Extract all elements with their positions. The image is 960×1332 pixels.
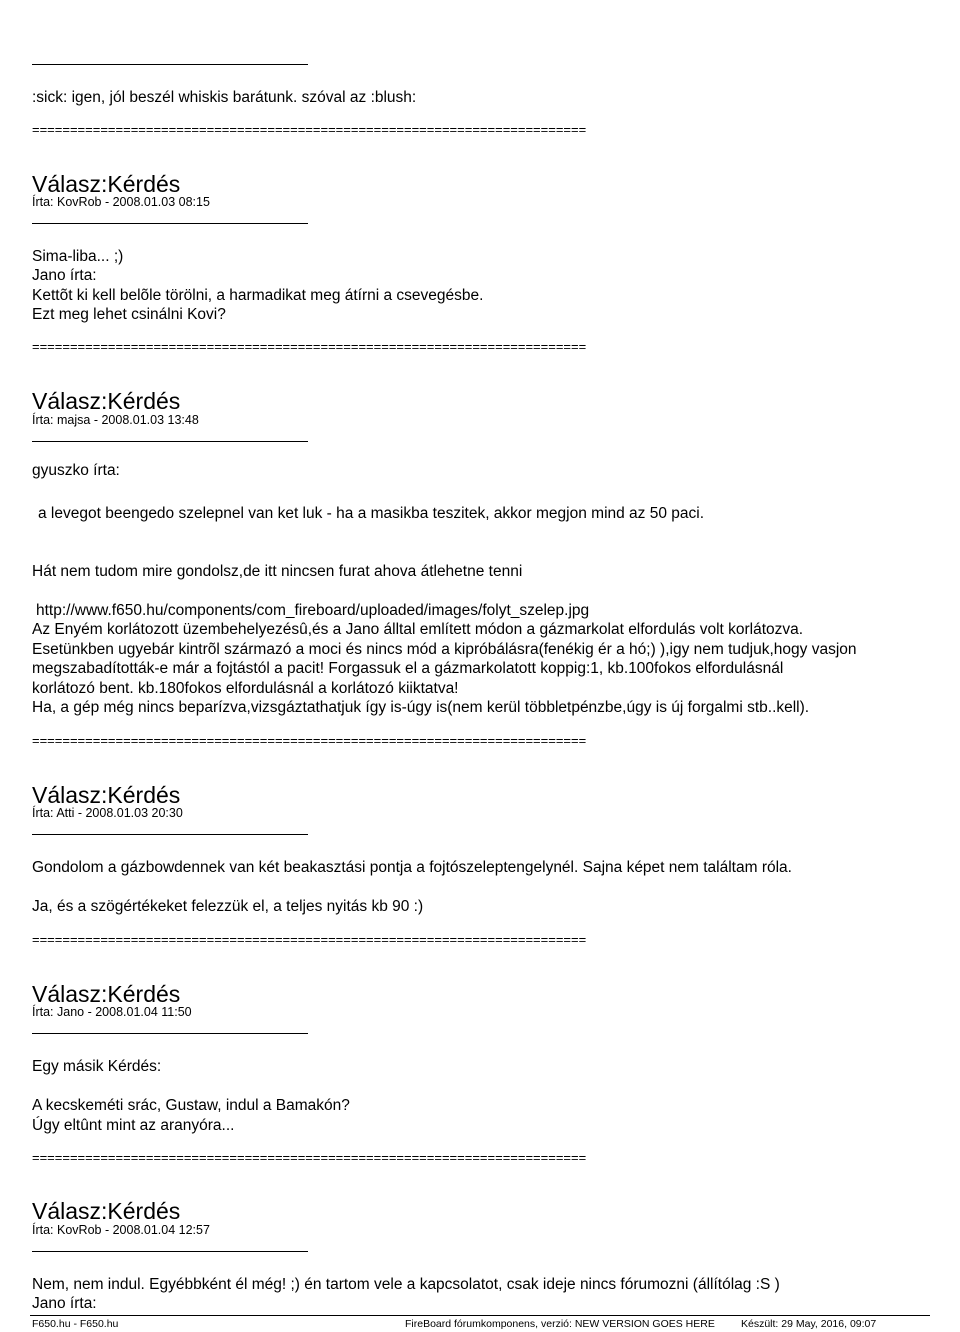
post-line: Sima-liba... ;): [32, 248, 124, 265]
post-line: Ezt meg lehet csinálni Kovi?: [32, 306, 226, 323]
separator-line: =========================================================================: [32, 1150, 587, 1165]
footer-center: FireBoard fórumkomponens, verzió: NEW VERSION GOES HERE: [405, 1318, 715, 1330]
quote-line: a levegot beengedo szelepnel van ket luk - ha a masikba teszitek, akkor megjon mind az 50 paci.: [38, 505, 705, 522]
post-line: megszabadították-e már a fojtástól a pacit! Forgassuk el a gázmarkolatott koppig:1, kb.100fokos elfordulásnál: [32, 660, 784, 677]
post-title: Válasz:Kérdés: [32, 388, 181, 414]
post-meta: Írta: Atti - 2008.01.03 20:30: [32, 806, 183, 820]
separator-line: =========================================================================: [32, 932, 587, 947]
post-link[interactable]: http://www.f650.hu/components/com_fireboard/uploaded/images/folyt_szelep.jpg: [36, 602, 590, 619]
intro-text: :sick: igen, jól beszél whiskis barátunk. szóval az :blush:: [32, 89, 417, 106]
post-line: Ha, a gép még nincs beparízva,vizsgáztathatjuk így is-úgy is(nem kerül többletpénzbe,úgy is új forgalmi stb..kell).: [32, 699, 810, 716]
post-meta: Írta: majsa - 2008.01.03 13:48: [32, 413, 199, 427]
post-title: Válasz:Kérdés: [32, 782, 181, 808]
post-line: korlátozó bent. kb.180fokos elfordulásnál a korlátozó kiiktatva!: [32, 680, 459, 697]
quote-author: gyuszko írta:: [32, 462, 120, 479]
short-rule: [32, 1251, 308, 1252]
post-line: Egy másik Kérdés:: [32, 1058, 162, 1075]
short-rule: [32, 64, 308, 65]
post-title: Válasz:Kérdés: [32, 171, 181, 197]
footer-right: Készült: 29 May, 2016, 09:07: [741, 1318, 877, 1330]
post-line: Kettõt ki kell belõle törölni, a harmadikat meg átírni a csevegésbe.: [32, 287, 484, 304]
post-meta: Írta: KovRob - 2008.01.03 08:15: [32, 195, 210, 209]
footer-rule: [30, 1315, 930, 1316]
short-rule: [32, 1033, 308, 1034]
post-line: Az Enyém korlátozott üzembehelyezésû,és a Jano álltal említett módon a gázmarkolat elfordulás volt korlátozva.: [32, 621, 804, 638]
short-rule: [32, 223, 308, 224]
separator-line: =========================================================================: [32, 339, 587, 354]
footer-left: F650.hu - F650.hu: [32, 1318, 119, 1330]
post-title: Válasz:Kérdés: [32, 981, 181, 1007]
separator-line: =========================================================================: [32, 122, 587, 137]
post-line: Nem, nem indul. Egyébbként él még! ;) én tartom vele a kapcsolatot, csak ideje nincs fórumozni (állítólag :S ): [32, 1276, 780, 1293]
separator-line: =========================================================================: [32, 733, 587, 748]
post-line: Jano írta:: [32, 267, 97, 284]
post-title: Válasz:Kérdés: [32, 1198, 181, 1224]
short-rule: [32, 834, 308, 835]
post-line: A kecskeméti srác, Gustaw, indul a Bamakón?: [32, 1097, 350, 1114]
post-line: Esetünkben ugyebár kintrõl származó a moci és nincs mód a kipróbálásra(fenékig ér a hó;) ),igy nem tudjuk,hogy vasjon: [32, 641, 857, 658]
post-line: Jano írta:: [32, 1295, 97, 1312]
post-line: Úgy eltûnt mint az aranyóra...: [32, 1117, 235, 1134]
post-line: Hát nem tudom mire gondolsz,de itt nincsen furat ahova átlehetne tenni: [32, 563, 523, 580]
post-line: Ja, és a szögértékeket felezzük el, a teljes nyitás kb 90 :): [32, 898, 424, 915]
post-meta: Írta: Jano - 2008.01.04 11:50: [32, 1005, 192, 1019]
post-meta: Írta: KovRob - 2008.01.04 12:57: [32, 1223, 210, 1237]
post-line: Gondolom a gázbowdennek van két beakasztási pontja a fojtószeleptengelynél. Sajna képet nem találtam róla.: [32, 859, 792, 876]
short-rule: [32, 441, 308, 442]
